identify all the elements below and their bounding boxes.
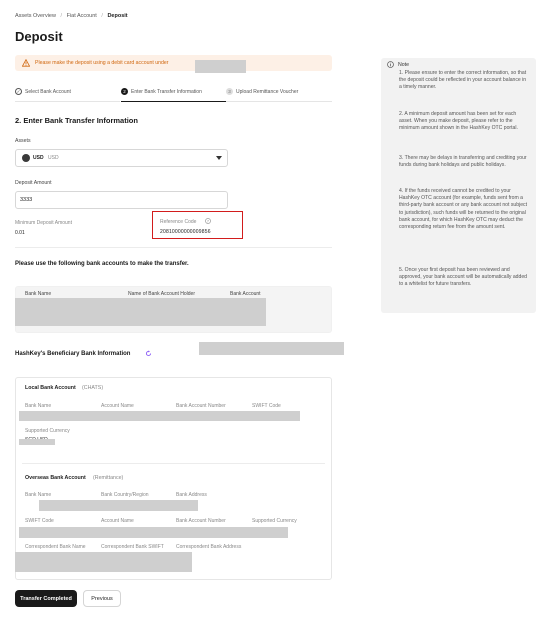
redacted-user-account — [15, 298, 266, 326]
breadcrumb — [15, 13, 128, 19]
warning-icon — [22, 59, 30, 67]
step-number: 2 — [121, 88, 128, 95]
reference-code-label: Reference Code — [160, 219, 197, 225]
transfer-instruction: Please use the following bank accounts to make the transfer. — [15, 261, 189, 267]
breadcrumb-current: Deposit — [107, 13, 128, 19]
deposit-amount-value: 3333 — [20, 197, 33, 203]
overseas-col-supported-currency: Supported Currency — [252, 518, 297, 524]
deposit-amount-input[interactable] — [15, 191, 228, 209]
step-divider-active — [121, 101, 226, 102]
overseas-col-country: Bank Country/Region — [101, 492, 149, 498]
overseas-col-swift: SWIFT Code — [25, 518, 54, 524]
minimum-deposit-value: 0.01 — [15, 230, 25, 236]
previous-button[interactable]: Previous — [83, 590, 121, 607]
warning-text: Please make the deposit using a debit card account under — [35, 60, 169, 66]
note-item-4: 4. If the funds received cannot be credited to your HashKey OTC account (for example, funds sent from a third-party bank account or any bank account not subject to jurisdiction), such funds will be returned to the original bank account, for which HashKey OTC may deduct the corresponding return fee from the amount sent. — [399, 188, 527, 231]
overseas-bank-subtitle: (Remittance) — [93, 475, 124, 481]
local-col-bank-name: Bank Name — [25, 403, 52, 409]
asset-name: USD — [48, 155, 59, 161]
col-account-holder: Name of Bank Account Holder — [128, 291, 195, 297]
local-col-account-name: Account Name — [101, 403, 134, 409]
col-bank-account: Bank Account — [230, 291, 261, 297]
supported-currency-label: Supported Currency — [25, 428, 70, 434]
redacted-account-holder — [195, 60, 246, 73]
divider — [15, 247, 332, 248]
chevron-down-icon — [216, 156, 222, 160]
minimum-deposit-label: Minimum Deposit Amount — [15, 220, 72, 226]
note-item-3: 3. There may be delays in transferring and crediting your funds during bank holidays and public holidays. — [399, 155, 527, 169]
assets-label: Assets — [15, 138, 31, 144]
svg-text:?: ? — [207, 219, 209, 224]
transfer-completed-button[interactable]: Transfer Completed — [15, 590, 77, 607]
breadcrumb-separator: / — [101, 13, 103, 19]
col-bank-name: Bank Name — [25, 291, 52, 297]
redacted-beneficiary-info — [199, 342, 344, 355]
redacted-local-bank-row — [19, 411, 300, 421]
local-col-swift: SWIFT Code — [252, 403, 281, 409]
breadcrumb-fiat-account[interactable]: Fiat Account — [66, 13, 97, 19]
redacted-overseas-row-3 — [15, 552, 192, 572]
note-item-1: 1. Please ensure to enter the correct information, so that the deposit could be reflected in your account balance in a timely manner. — [399, 70, 527, 91]
overseas-col-address: Bank Address — [176, 492, 207, 498]
page-title: Deposit — [15, 29, 63, 44]
breadcrumb-separator: / — [60, 13, 63, 19]
refresh-icon[interactable] — [145, 350, 152, 357]
step-label: Select Bank Account — [25, 88, 71, 95]
overseas-col-correspondent-swift: Correspondent Bank SWIFT — [101, 544, 164, 550]
step-select-bank-account[interactable] — [15, 88, 71, 95]
step-number: 3 — [226, 88, 233, 95]
deposit-amount-label: Deposit Amount — [15, 180, 52, 186]
step-label: Enter Bank Transfer Information — [131, 88, 202, 95]
overseas-col-bank-name: Bank Name — [25, 492, 52, 498]
help-icon[interactable] — [205, 218, 211, 224]
step-label: Upload Remittance Voucher — [236, 88, 299, 95]
note-panel — [381, 58, 536, 313]
overseas-col-account-number: Bank Account Number — [176, 518, 226, 524]
beneficiary-title: HashKey's Beneficiary Bank Information — [15, 351, 131, 357]
assets-select[interactable] — [15, 149, 228, 167]
overseas-col-account-name: Account Name — [101, 518, 134, 524]
redacted-overseas-row-1 — [39, 500, 198, 511]
local-bank-subtitle: (CHATS) — [82, 385, 104, 391]
note-title: Note — [398, 62, 409, 68]
redacted-overseas-row-2 — [19, 527, 288, 538]
note-item-2: 2. A minimum deposit amount has been set for each asset. When you make deposit, please refer to the minimum amount shown in the HashKey OTC portal. — [399, 111, 518, 132]
info-icon — [387, 61, 394, 68]
warning-banner — [15, 55, 332, 71]
step-enter-transfer-info[interactable] — [121, 88, 202, 95]
reference-code-value: 20810000000009856 — [160, 229, 211, 235]
check-icon: ✓ — [16, 88, 21, 94]
asset-code: USD — [33, 155, 44, 161]
note-item-5: 5. Once your first deposit has been reviewed and approved, your bank account will be automatically added to a whitelist for future transfers. — [399, 267, 527, 288]
local-col-account-number: Bank Account Number — [176, 403, 226, 409]
overseas-col-correspondent-address: Correspondent Bank Address — [176, 544, 242, 550]
step-upload-voucher[interactable] — [226, 88, 298, 95]
divider — [22, 463, 325, 464]
overseas-bank-title: Overseas Bank Account — [25, 475, 86, 481]
step-divider — [226, 101, 332, 102]
overseas-col-correspondent-bank: Correspondent Bank Name — [25, 544, 86, 550]
deposit-stepper — [15, 88, 332, 102]
section-title: 2. Enter Bank Transfer Information — [15, 116, 138, 125]
breadcrumb-assets-overview[interactable]: Assets Overview — [15, 13, 56, 19]
local-bank-title: Local Bank Account — [25, 385, 76, 391]
redacted-currency — [19, 439, 55, 445]
step-divider — [15, 101, 120, 102]
usd-currency-icon — [22, 154, 30, 162]
